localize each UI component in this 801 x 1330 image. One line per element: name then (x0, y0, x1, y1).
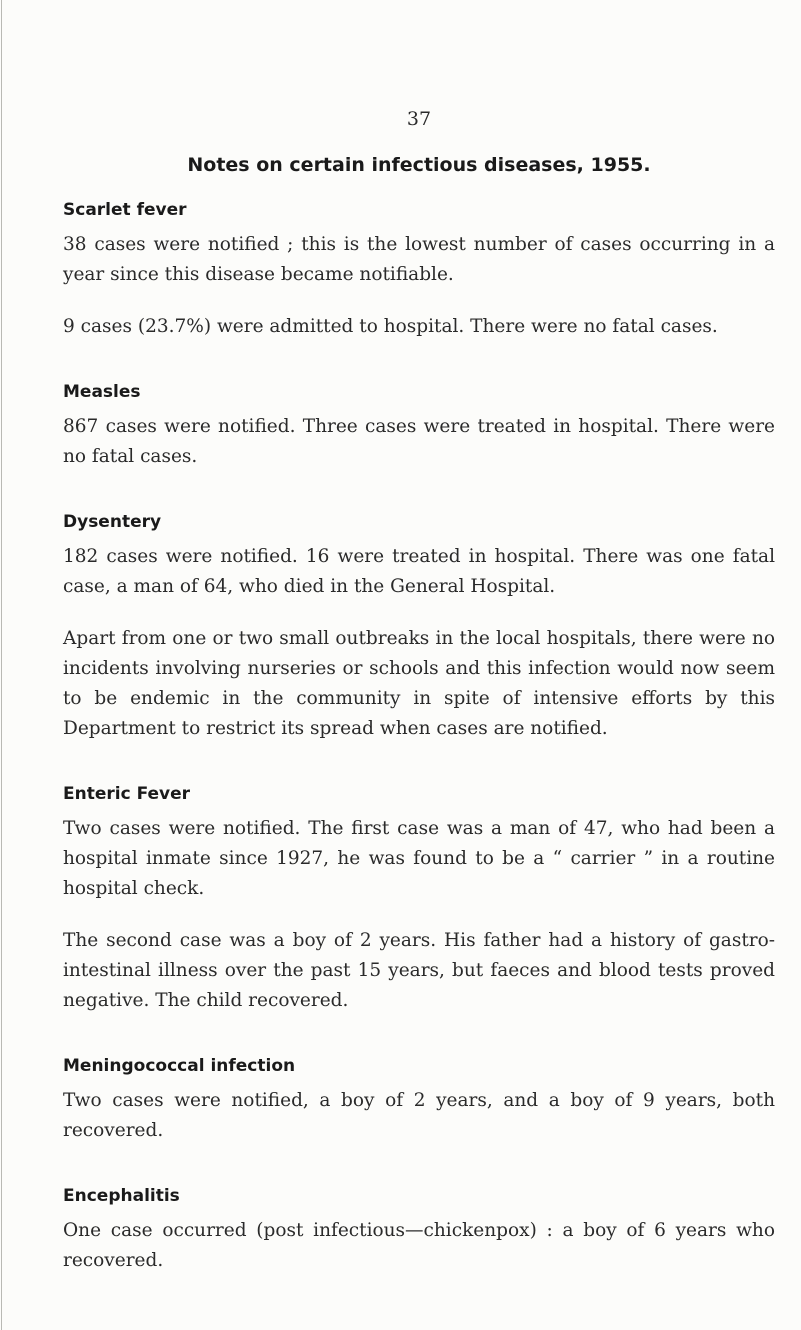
paragraph: Two cases were notified, a boy of 2 years, and a boy of 9 years, both recovered. (63, 1090, 775, 1141)
paragraph: 182 cases were notified. 16 were treated in hospital. There was one fatal case, a man of 64, who died in the General Hospital. (63, 546, 775, 597)
paragraph: The second case was a boy of 2 years. His father had a history of gastro-intestinal illness over the past 15 years, but faeces and blood tests proved negative. The child recovered. (63, 930, 775, 1011)
section-heading: Meningococcal infection (63, 1056, 296, 1076)
section-heading: Encephalitis (63, 1186, 180, 1206)
section-heading: Enteric Fever (63, 784, 191, 804)
section-encephalitis (63, 1186, 775, 1276)
paragraph: 9 cases (23.7%) were admitted to hospital. There were no fatal cases. (63, 316, 718, 337)
paragraph: One case occurred (post infectious—chickenpox) : a boy of 6 years who recovered. (63, 1220, 775, 1271)
paragraph: 867 cases were notified. Three cases were treated in hospital. There were no fatal cases. (63, 416, 775, 467)
section-meningococcal-infection (63, 1056, 775, 1146)
section-heading: Scarlet fever (63, 200, 187, 220)
section-enteric-fever (63, 784, 775, 1016)
section-heading: Measles (63, 382, 141, 402)
document-page (63, 108, 775, 1276)
paragraph: Apart from one or two small outbreaks in the local hospitals, there were no incidents involving nurseries or schools and this infection would now seem to be endemic in the community in spite of intensive efforts by this Department to restrict its spread when cases are notified. (63, 628, 775, 739)
section-scarlet-fever (63, 200, 775, 342)
section-measles (63, 382, 775, 472)
page-edge-rule (1, 0, 2, 1330)
section-dysentery (63, 512, 775, 744)
section-heading: Dysentery (63, 512, 162, 532)
page-title: Notes on certain infectious diseases, 1955. (187, 154, 651, 176)
paragraph: Two cases were notified. The first case was a man of 47, who had been a hospital inmate since 1927, he was found to be a “ carrier ” in a routine hospital check. (63, 818, 775, 899)
page-number: 37 (406, 108, 432, 130)
paragraph: 38 cases were notified ; this is the lowest number of cases occurring in a year since this disease became notifiable. (63, 234, 775, 285)
